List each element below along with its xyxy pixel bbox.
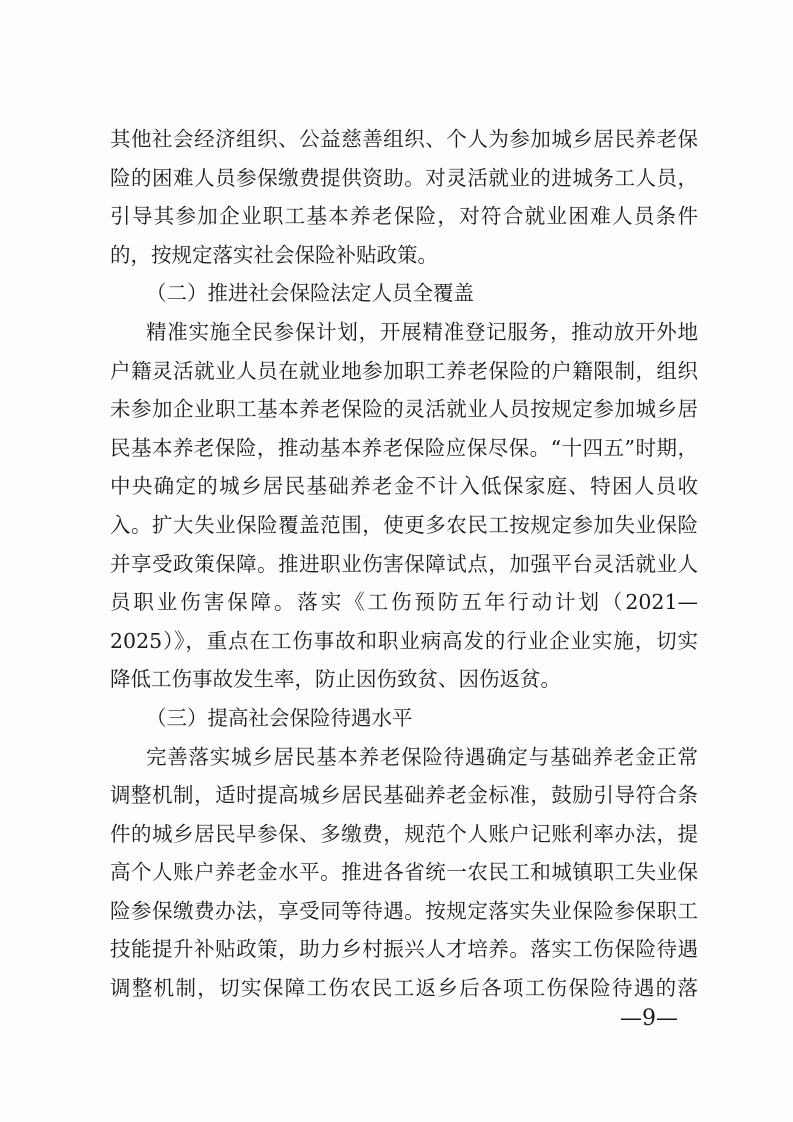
paragraph-line: 引导其参加企业职工基本养老保险，对符合就业困难人员条件	[110, 204, 698, 229]
paragraph-line: 民基本养老保险，推动基本养老保险应保尽保。“十四五”时期，	[110, 435, 698, 460]
body-text	[110, 120, 698, 1008]
paragraph-line: 2025）》，重点在工伤事故和职业病高发的行业企业实施，切实	[110, 628, 698, 653]
paragraph-line: 精准实施全民参保计划，开展精准登记服务，推动放开外地	[146, 319, 698, 344]
paragraph-line: 未参加企业职工基本养老保险的灵活就业人员按规定参加城乡居	[110, 397, 698, 422]
paragraph-line: 入。扩大失业保险覆盖范围，使更多农民工按规定参加失业保险	[110, 512, 698, 537]
paragraph-line: 高个人账户养老金水平。推进各省统一农民工和城镇职工失业保	[110, 860, 698, 885]
paragraph-line: 件的城乡居民早参保、多缴费，规范个人账户记账利率办法，提	[110, 821, 698, 846]
paragraph-line: 员职业伤害保障。落实《工伤预防五年行动计划（2021—	[110, 590, 698, 615]
paragraph-line: 其他社会经济组织、公益慈善组织、个人为参加城乡居民养老保	[110, 127, 698, 151]
paragraph-line: 完善落实城乡居民基本养老保险待遇确定与基础养老金正常	[146, 744, 698, 769]
paragraph-line: 户籍灵活就业人员在就业地参加职工养老保险的户籍限制，组织	[110, 358, 698, 383]
paragraph-line: 并享受政策保障。推进职业伤害保障试点，加强平台灵活就业人	[110, 551, 698, 576]
paragraph-line: 险的困难人员参保缴费提供资助。对灵活就业的进城务工人员，	[110, 165, 698, 190]
paragraph-line: 险参保缴费办法，享受同等待遇。按规定落实失业保险参保职工	[110, 898, 698, 923]
paragraph-line: 技能提升补贴政策，助力乡村振兴人才培养。落实工伤保险待遇	[110, 937, 698, 962]
paragraph-line: 中央确定的城乡居民基础养老金不计入低保家庭、特困人员收	[110, 474, 698, 499]
section-heading-3: （三）提高社会保险待遇水平	[146, 705, 413, 730]
page-number: —9—	[620, 1006, 678, 1031]
section-heading-2: （二）推进社会保险法定人员全覆盖	[146, 281, 474, 306]
paragraph-line: 的，按规定落实社会保险补贴政策。	[110, 242, 438, 267]
paragraph-line: 降低工伤事故发生率，防止因伤致贫、因伤返贫。	[110, 667, 561, 692]
paragraph-line: 调整机制，切实保障工伤农民工返乡后各项工伤保险待遇的落	[110, 976, 698, 1001]
paragraph-line: 调整机制，适时提高城乡居民基础养老金标准，鼓励引导符合条	[110, 783, 698, 808]
